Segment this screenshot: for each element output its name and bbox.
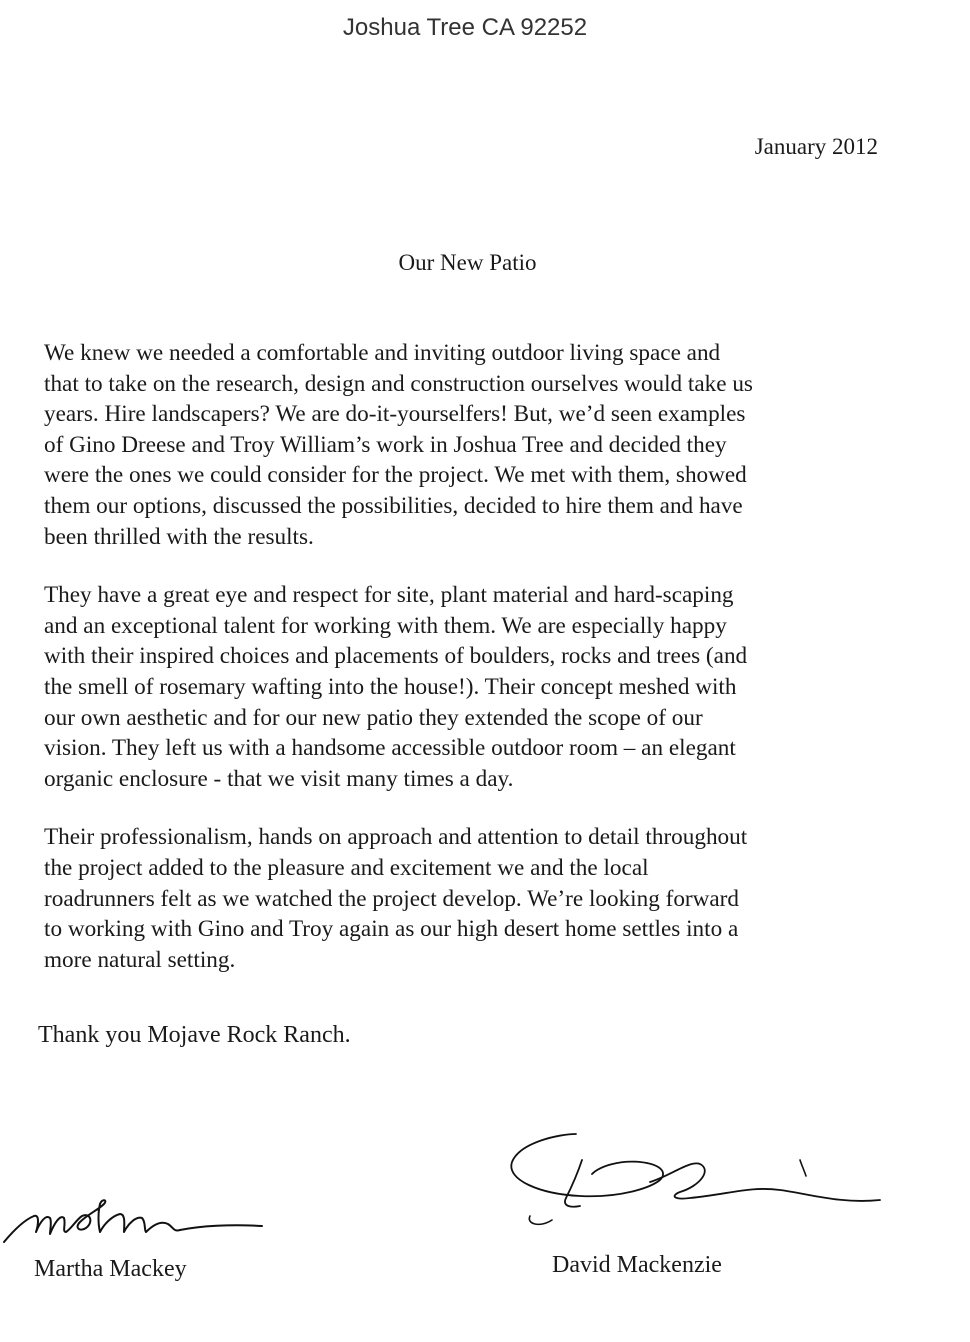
body-line: roadrunners felt as we watched the project develop. We’re looking forward: [44, 885, 739, 912]
body-line: been thrilled with the results.: [44, 523, 314, 550]
closing-line: Thank you Mojave Rock Ranch.: [38, 1022, 351, 1048]
sender-address: Joshua Tree CA 92252: [342, 14, 588, 41]
letter-title: Our New Patio: [398, 250, 537, 275]
body-line: organic enclosure - that we visit many times a day.: [44, 765, 514, 792]
signatory-name-left: Martha Mackey: [34, 1256, 187, 1282]
body-line: to working with Gino and Troy again as our high desert home settles into a: [44, 916, 739, 943]
body-line: and an exceptional talent for working with them. We are especially happy: [44, 612, 727, 639]
body-line: They have a great eye and respect for site, plant material and hard-scaping: [44, 582, 734, 609]
letter-body: [44, 338, 904, 1003]
paragraph-2: [44, 580, 904, 794]
letter-date: January 2012: [754, 134, 878, 159]
body-line: more natural setting.: [44, 946, 236, 973]
body-line: with their inspired choices and placements of boulders, rocks and trees (and: [44, 643, 748, 670]
body-line: the project added to the pleasure and excitement we and the local: [44, 854, 649, 881]
body-line: our own aesthetic and for our new patio they extended the scope of our: [44, 704, 703, 731]
body-line: them our options, discussed the possibilities, decided to hire them and have: [44, 492, 743, 519]
signature-left-image: [0, 1190, 290, 1250]
body-line: years. Hire landscapers? We are do-it-yourselfers! But, we’d seen examples: [44, 401, 746, 428]
body-line: Their professionalism, hands on approach and attention to detail throughout: [44, 824, 748, 851]
body-line: vision. They left us with a handsome accessible outdoor room – an elegant: [44, 735, 736, 762]
body-line: We knew we needed a comfortable and inviting outdoor living space and: [44, 340, 721, 366]
body-line: were the ones we could consider for the project. We met with them, showed: [44, 462, 747, 489]
body-line: the smell of rosemary wafting into the house!). Their concept meshed with: [44, 673, 737, 700]
paragraph-3: [44, 822, 904, 975]
signatory-name-right: David Mackenzie: [552, 1252, 722, 1278]
body-line: of Gino Dreese and Troy William’s work in Joshua Tree and decided they: [44, 431, 727, 458]
paragraph-1: [44, 338, 904, 552]
body-line: that to take on the research, design and construction ourselves would take us: [44, 370, 753, 397]
signature-right-image: [500, 1120, 900, 1240]
